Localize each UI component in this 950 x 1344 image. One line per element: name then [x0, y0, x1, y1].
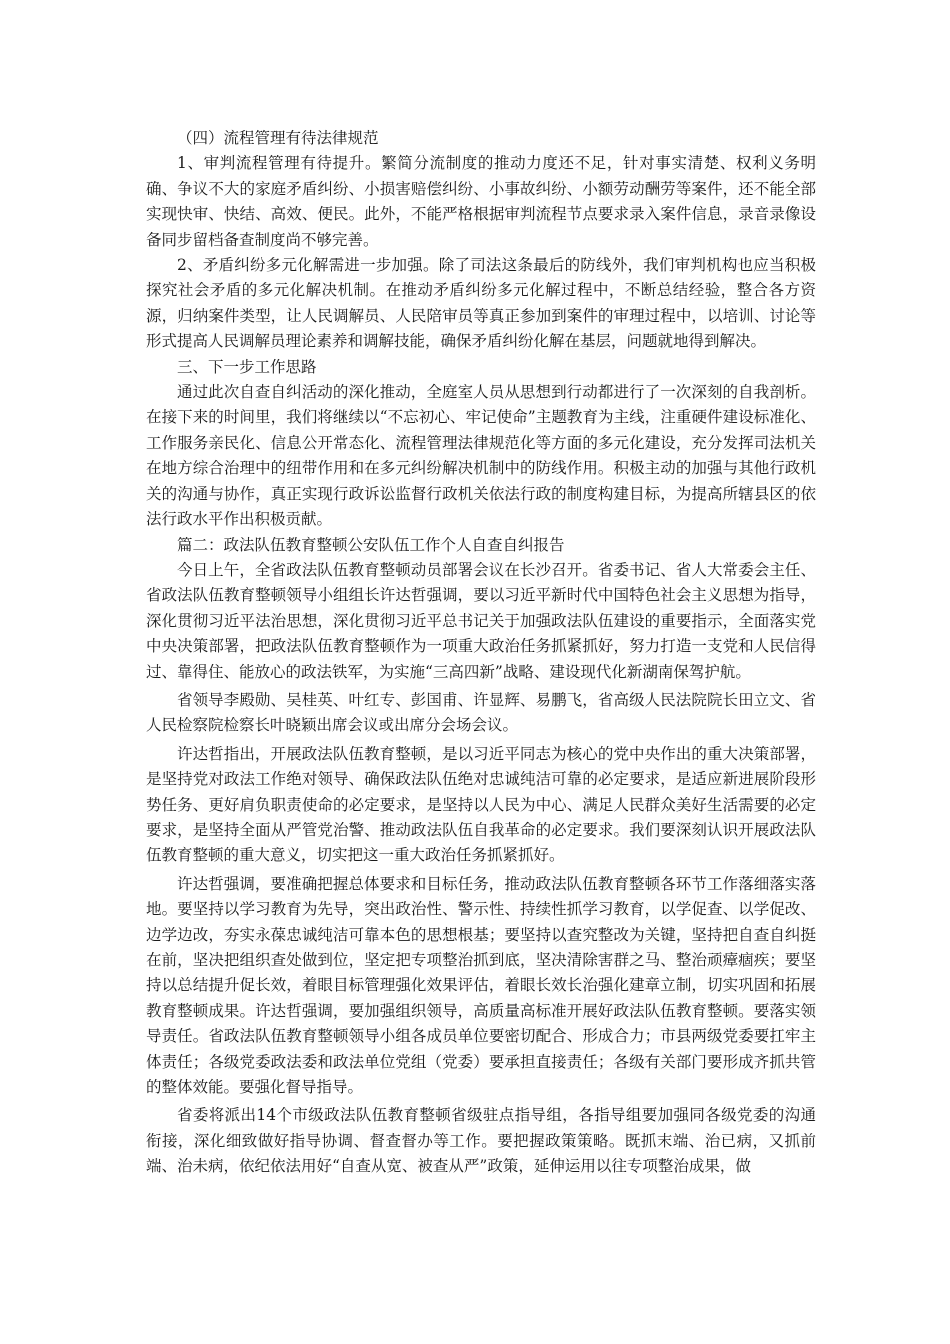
paragraph-mobilization-meeting: 今日上午，全省政法队伍教育整顿动员部署会议在长沙召开。省委书记、省人大常委会主任、省政法队伍教育整顿领导小组组长许达哲强调，要以习近平新时代中国特色社会主义思想为指导，深化贯彻习近平法治思想，深化贯彻习近平总书记关于加强政法队伍建设的重要指示，全面落实党中央决策部署，把政法队伍教育整顿作为一项重大政治任务抓紧抓好，努力打造一支党和人民信得过、靠得住、能放心的政法铁军，为实施“三高四新”战略、建设现代化新湖南保驾护航。 [146, 560, 816, 681]
section-heading-process-management: （四）流程管理有待法律规范 [177, 129, 379, 147]
section-heading-next-steps: 三、下一步工作思路 [177, 357, 317, 376]
paragraph-attending-leaders: 省领导李殿勋、吴桂英、叶红专、彭国甫、许显辉、易鹏飞，省高级人民法院院长田立文、省人民检察院检察长叶晓颖出席会议或出席分会场会议。 [146, 690, 816, 735]
paragraph-dispute-resolution: 2、矛盾纠纷多元化解需进一步加强。除了司法这条最后的防线外，我们审判机构也应当积极探究社会矛盾的多元化解决机制。在推动矛盾纠纷多元化解过程中，不断总结经验，整合各方资源，归纳案件类型，让人民调解员、人民陪审员等真正参加到案件的审理过程中，以培训、讨论等形式提高人民调解员理论素养和调解技能，确保矛盾纠纷化解在基层，问题就地得到解决。 [146, 256, 816, 351]
paragraph-significance: 许达哲指出，开展政法队伍教育整顿，是以习近平同志为核心的党中央作出的重大决策部署，是坚持党对政法工作绝对领导、确保政法队伍绝对忠诚纯洁可靠的必定要求，是适应新进展阶段形势任务、更好肩负职责使命的必定要求，是坚持以人民为中心、满足人民群众美好生活需要的必定要求，是坚持全面从严管党治警、推动政法队伍自我革命的必定要求。我们要深刻认识开展政法队伍教育整顿的重大意义，切实把这一重大政治任务抓紧抓好。 [146, 744, 816, 865]
paragraph-self-inspection-summary: 通过此次自查自纠活动的深化推动，全庭室人员从思想到行动都进行了一次深刻的自我剖析。在接下来的时间里，我们将继续以“不忘初心、牢记使命”主题教育为主线，注重硬件建设标准化、工作服务亲民化、信息公开常态化、流程管理法律规范化等方面的多元化建设，充分发挥司法机关在地方综合治理中的纽带作用和在多元纠纷解决机制中的防线作用。积极主动的加强与其他行政机关的沟通与协作，真正实现行政诉讼监督行政机关依法行政的制度构建目标，为提高所辖县区的依法行政水平作出积极贡献。 [146, 383, 816, 529]
article-two-title: 篇二：政法队伍教育整顿公安队伍工作个人自查自纠报告 [177, 535, 565, 554]
paragraph-requirements: 许达哲强调，要准确把握总体要求和目标任务，推动政法队伍教育整顿各环节工作落细落实落地。要坚持以学习教育为先导，突出政治性、警示性、持续性抓学习教育，以学促查、以学促改、边学边改，夯实永葆忠诚纯洁可靠本色的思想根基；要坚持以查究整改为关键，坚持把自查自纠挺在前，坚决把组织查处做到位，坚定把专项整治抓到底，坚决清除害群之马、整治顽瘴痼疾；要坚持以总结提升促长效，着眼目标管理强化效果评估，着眼长效长治强化建章立制，切实巩固和拓展教育整顿成果。许达哲强调，要加强组织领导，高质量高标准开展好政法队伍教育整顿。要落实领导责任。省政法队伍教育整顿领导小组各成员单位要密切配合、形成合力；市县两级党委要扛牢主体责任；各级党委政法委和政法单位党组（党委）要承担直接责任；各级有关部门要形成齐抓共管的整体效能。要强化督导指导。 [146, 874, 816, 1097]
paragraph-trial-process: 1、审判流程管理有待提升。繁简分流制度的推动力度还不足，针对事实清楚、权利义务明确、争议不大的家庭矛盾纠纷、小损害赔偿纠纷、小事故纠纷、小额劳动酬劳等案件，还不能全部实现快审、快结、高效、便民。此外，不能严格根据审判流程节点要求录入案件信息，录音录像设备同步留档备查制度尚不够完善。 [146, 154, 816, 249]
document-body [146, 126, 816, 1180]
paragraph-guidance-groups: 省委将派出14个市级政法队伍教育整顿省级驻点指导组，各指导组要加强同各级党委的沟通衔接，深化细致做好指导协调、督查督办等工作。要把握政策策略。既抓末端、治已病，又抓前端、治未病，依纪依法用好“自查从宽、被查从严”政策，延伸运用以往专项整治成果，做 [146, 1106, 816, 1176]
